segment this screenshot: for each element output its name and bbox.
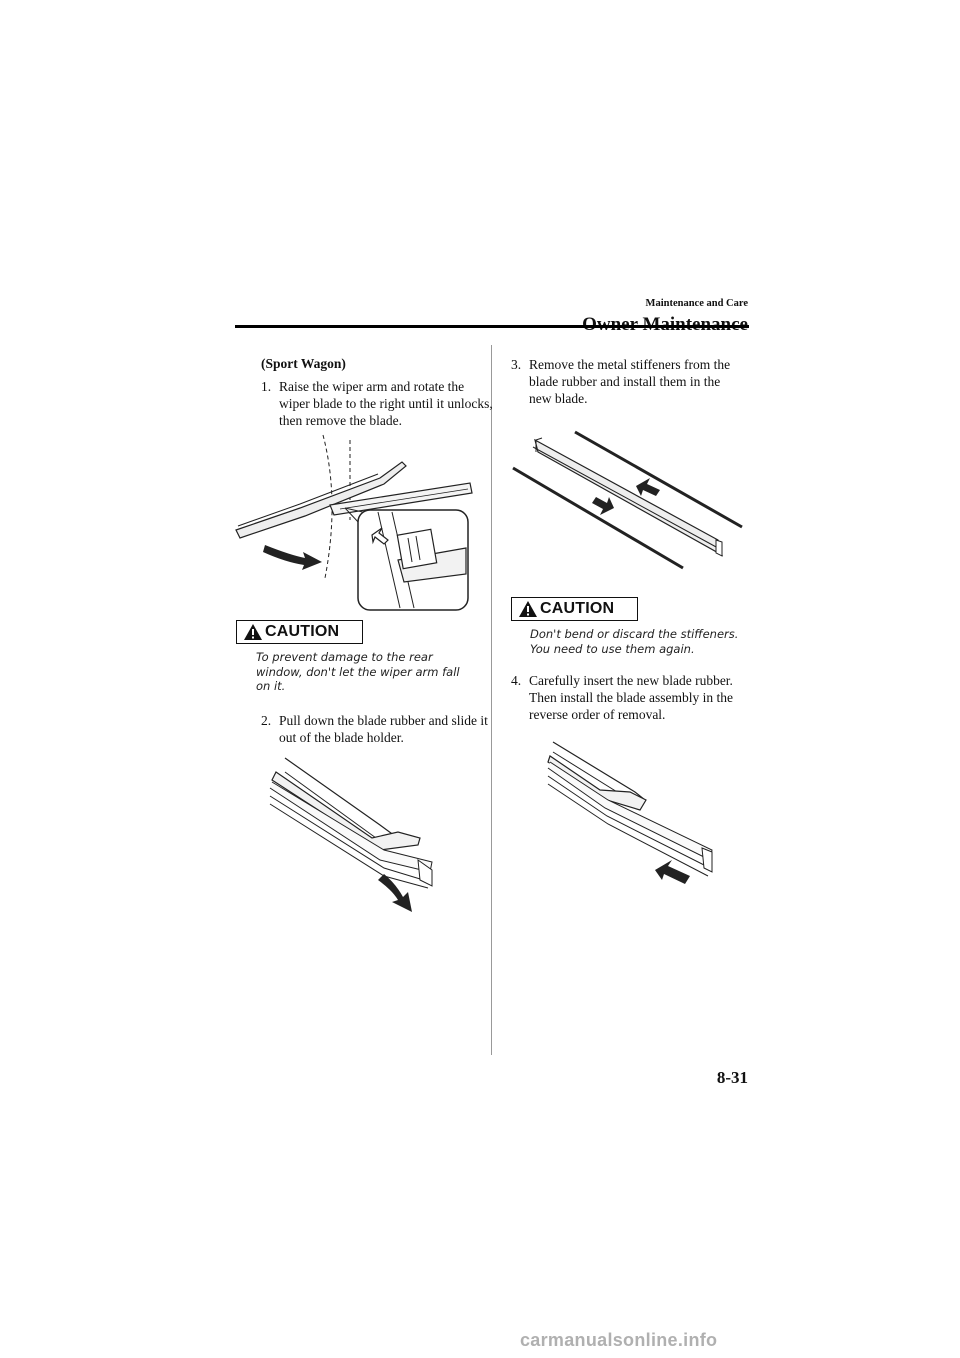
step-4-number: 4. [511, 673, 522, 688]
step-2-text: Pull down the blade rubber and slide it out of the blade holder. [279, 713, 488, 745]
caution-label-right: CAUTION [540, 600, 615, 617]
step-3-number: 3. [511, 357, 522, 372]
caution-text-right: Don't bend or discard the stiffeners. You need to use them again. [530, 627, 739, 656]
step-4-text: Carefully insert the new blade rubber. Then install the blade assembly in the reverse order of removal. [529, 673, 733, 722]
subheading: (Sport Wagon) [261, 356, 346, 371]
step-1-text: Raise the wiper arm and rotate the wiper blade to the right until it unlocks, then remove the blade. [279, 379, 493, 428]
step-1-number: 1. [261, 379, 272, 394]
footer-watermark: carmanualsonline.info [520, 1330, 718, 1350]
step-3-text: Remove the metal stiffeners from the blade rubber and install them in the new blade. [529, 357, 731, 406]
caution-label-left: CAUTION [265, 623, 340, 640]
section-label: Maintenance and Care [645, 298, 748, 309]
caution-text-left: To prevent damage to the rear window, don't let the wiper arm fall on it. [256, 650, 460, 693]
page-number: 8-31 [716, 1068, 748, 1087]
step-2-number: 2. [261, 713, 272, 728]
